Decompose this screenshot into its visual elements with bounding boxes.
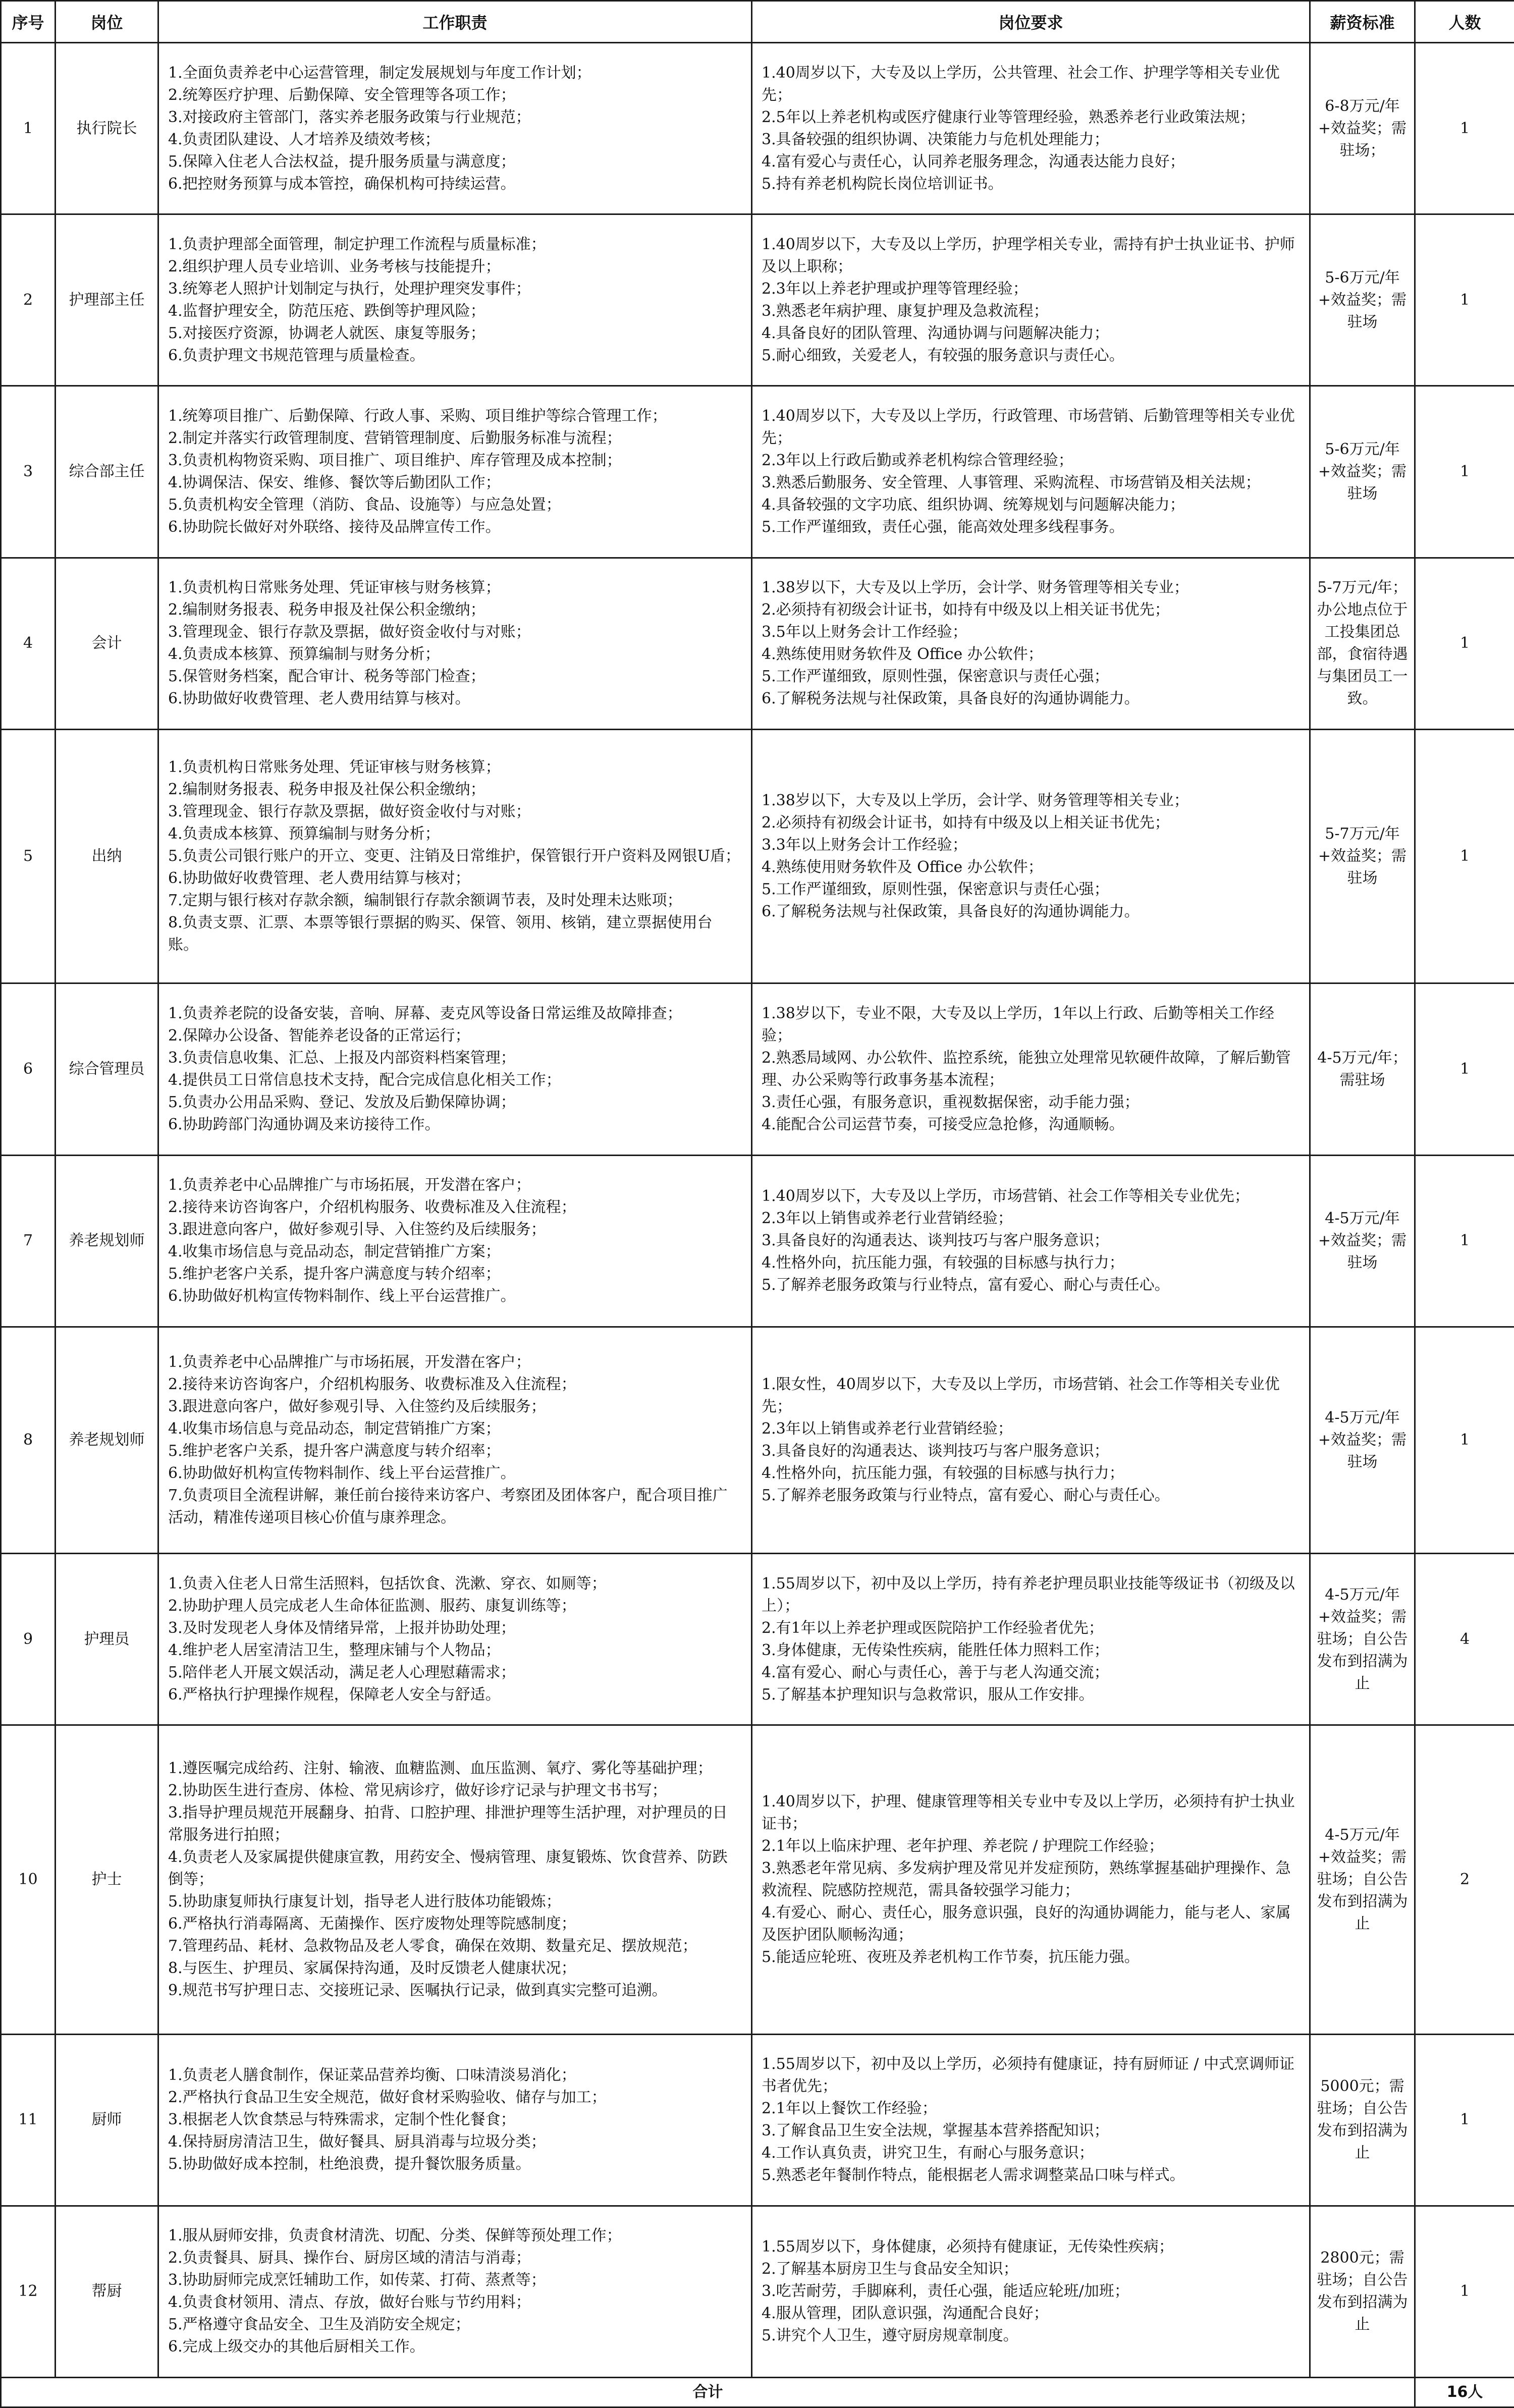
requirement-item: 3.3年以上财务会计工作经验； [762,836,967,854]
requirement-item: 4.熟练使用财务软件及 Office 办公软件； [762,858,1043,877]
requirement-item: 1.38岁以下，专业不限，大专及以上学历，1年以上行政、后勤等相关工作经验； [762,1005,1274,1045]
requirement-item: 5.持有养老机构院长岗位培训证书。 [762,175,1003,193]
headcount-cell: 1 [1415,386,1514,558]
salary-cell: 6-8万元/年+效益奖；需驻场； [1310,43,1415,214]
row-number: 9 [1,1553,56,1725]
table-row [1,1553,1514,1725]
duties-cell [158,983,752,1155]
requirement-item: 5.耐心细致，关爱老人，有较强的服务意识与责任心。 [762,346,1124,364]
requirement-item: 5.工作严谨细致，责任心强，能高效处理多线程事务。 [762,518,1124,536]
header-no: 序号 [1,1,56,43]
requirement-item: 5.了解养老服务政策与行业特点，富有爱心、耐心与责任心。 [762,1276,1170,1294]
duty-item: 2.协助护理人员完成老人生命体征监测、服药、康复训练等； [168,1597,576,1615]
salary-cell: 2800元；需驻场；自公告发布到招满为止 [1310,2206,1415,2377]
requirement-item: 6.了解税务法规与社保政策，具备良好的沟通协调能力。 [762,690,1140,708]
duty-item: 3.对接政府主管部门，落实养老服务政策与行业规范； [168,108,531,126]
requirement-item: 3.具备良好的沟通表达、谈判技巧与客户服务意识； [762,1232,1109,1250]
duty-item: 4.协调保洁、保安、维修、餐饮等后勤团队工作； [168,474,501,492]
requirement-item: 2.熟悉局域网、办公软件、监控系统，能独立处理常见软硬件故障，了解后勤管理、办公采购等行政事务基本流程； [762,1049,1291,1089]
headcount-cell: 1 [1415,2206,1514,2377]
requirement-item: 2.3年以上销售或养老行业营销经验； [762,1419,1013,1438]
duty-item: 1.遵医嘱完成给药、注射、输液、血糖监测、血压监测、氧疗、雾化等基础护理； [168,1759,713,1777]
duty-item: 2.负责餐具、厨具、操作台、厨房区域的清洁与消毒； [168,2249,531,2267]
total-value: 16人 [1415,2378,1514,2407]
duty-item: 5.保管财务档案，配合审计、税务等部门检查； [168,668,485,686]
row-number: 10 [1,1725,56,2034]
duty-item: 4.收集市场信息与竞品动态，制定营销推广方案； [168,1243,501,1261]
requirement-item: 3.熟悉老年病护理、康复护理及急救流程； [762,302,1049,320]
requirement-item: 4.具备较强的文字功底、组织协调、统筹规划与问题解决能力； [762,496,1185,514]
headcount-cell: 2 [1415,1725,1514,2034]
duties-cell [158,558,752,729]
row-number: 5 [1,729,56,983]
duty-item: 3.统筹老人照护计划制定与执行，处理护理突发事件； [168,280,531,298]
requirements-cell [752,386,1310,558]
requirement-item: 3.身体健康，无传染性疾病，能胜任体力照料工作； [762,1641,1109,1659]
requirement-item: 2.3年以上行政后勤或养老机构综合管理经验； [762,452,1073,470]
row-number: 8 [1,1327,56,1553]
duty-item: 4.负责团队建设、人才培养及绩效考核； [168,130,440,148]
requirement-item: 2.5年以上养老机构或医疗健康行业等管理经验，熟悉养老行业政策法规； [762,108,1255,126]
requirement-item: 1.40周岁以下，大专及以上学历，行政管理、市场营销、后勤管理等相关专业优先； [762,407,1295,448]
duty-item: 1.负责养老中心品牌推广与市场拓展，开发潜在客户； [168,1176,531,1194]
requirement-item: 2.1年以上临床护理、老年护理、养老院 / 护理院工作经验； [762,1837,1164,1855]
duty-item: 8.与医生、护理员、家属保持沟通，及时反馈老人健康状况； [168,1959,576,1977]
requirements-cell [752,983,1310,1155]
requirement-item: 2.1年以上餐饮工作经验； [762,2100,937,2118]
duty-item: 6.把控财务预算与成本管控，确保机构可持续运营。 [168,175,516,193]
duty-item: 5.负责办公用品采购、登记、发放及后勤保障协调； [168,1093,516,1111]
table-header-row [1,1,1514,43]
requirement-item: 4.能配合公司运营节奏，可接受应急抢修，沟通顺畅。 [762,1116,1124,1133]
requirement-item: 5.能适应轮班、夜班及养老机构工作节奏，抗压能力强。 [762,1948,1140,1966]
position-name: 护士 [56,1725,158,2034]
requirement-item: 5.熟悉老年餐制作特点，能根据老人需求调整菜品口味与样式。 [762,2166,1185,2184]
requirement-item: 5.工作严谨细致，原则性强，保密意识与责任心强； [762,668,1109,686]
position-name: 帮厨 [56,2206,158,2377]
table-body [1,43,1514,2378]
table-row [1,2034,1514,2206]
total-label: 合计 [1,2378,1415,2407]
requirement-item: 3.吃苦耐劳，手脚麻利，责任心强，能适应轮班/加班； [762,2282,1129,2301]
header-count: 人数 [1415,1,1514,43]
duty-item: 4.负责成本核算、预算编制与财务分析； [168,825,440,843]
table-row [1,2206,1514,2377]
duty-item: 6.协助做好收费管理、老人费用结算与核对。 [168,690,470,708]
salary-cell: 5-6万元/年+效益奖；需驻场 [1310,386,1415,558]
duty-item: 4.保持厨房清洁卫生，做好餐具、厨具消毒与垃圾分类； [168,2133,546,2151]
duty-item: 5.严格遵守食品安全、卫生及消防安全规定； [168,2316,470,2334]
duties-cell [158,2206,752,2377]
requirement-item: 3.具备良好的沟通表达、谈判技巧与客户服务意识； [762,1442,1109,1460]
duty-item: 1.负责机构日常账务处理、凭证审核与财务核算； [168,758,501,777]
requirement-item: 2.了解基本厨房卫生与食品安全知识； [762,2260,1018,2278]
row-number: 4 [1,558,56,729]
headcount-cell: 1 [1415,729,1514,983]
position-name: 护理部主任 [56,214,158,386]
duty-item: 1.负责护理部全面管理，制定护理工作流程与质量标准； [168,235,546,253]
position-name: 综合管理员 [56,983,158,1155]
requirement-item: 3.了解食品卫生安全法规，掌握基本营养搭配知识； [762,2122,1109,2140]
duty-item: 6.协助做好机构宣传物料制作、线上平台运营推广。 [168,1464,516,1482]
salary-cell: 5000元；需驻场；自公告发布到招满为止 [1310,2034,1415,2206]
duty-item: 3.管理现金、银行存款及票据，做好资金收付与对账； [168,803,531,821]
table-row [1,43,1514,214]
requirements-cell [752,1725,1310,2034]
position-name: 会计 [56,558,158,729]
position-name: 厨师 [56,2034,158,2206]
duty-item: 2.协助医生进行查房、体检、常见病诊疗，做好诊疗记录与护理文书书写； [168,1781,667,1799]
requirement-item: 2.必须持有初级会计证书，如持有中级及以上相关证书优先； [762,601,1170,619]
position-name: 执行院长 [56,43,158,214]
duties-cell [158,386,752,558]
duty-item: 6.严格执行护理操作规程，保障老人安全与舒适。 [168,1685,501,1704]
requirement-item: 3.具备较强的组织协调、决策能力与危机处理能力； [762,130,1109,148]
row-number: 2 [1,214,56,386]
requirement-item: 4.性格外向，抗压能力强，有较强的目标感与执行力； [762,1254,1124,1272]
duties-cell [158,1725,752,2034]
duty-item: 3.负责机构物资采购、项目推广、项目维护、库存管理及成本控制； [168,452,622,470]
requirement-item: 1.40周岁以下，大专及以上学历，公共管理、社会工作、护理学等相关专业优先； [762,64,1280,104]
duties-cell [158,1155,752,1327]
row-number: 11 [1,2034,56,2206]
duties-cell [158,214,752,386]
duty-item: 3.协助厨师完成烹饪辅助工作，如传菜、打荷、蒸煮等； [168,2271,546,2289]
requirement-item: 4.富有爱心与责任心，认同养老服务理念，沟通表达能力良好； [762,152,1185,171]
requirement-item: 5.工作严谨细致，原则性强，保密意识与责任心强； [762,881,1109,899]
duty-item: 7.定期与银行核对存款余额，编制银行存款余额调节表，及时处理未达账项； [168,892,682,910]
duty-item: 3.跟进意向客户，做好参观引导、入住签约及后续服务； [168,1397,546,1415]
duty-item: 1.负责入住老人日常生活照料，包括饮食、洗漱、穿衣、如厕等； [168,1574,607,1593]
duty-item: 4.负责成本核算、预算编制与财务分析； [168,645,440,664]
duties-cell [158,43,752,214]
duty-item: 1.负责机构日常账务处理、凭证审核与财务核算； [168,579,501,597]
requirement-item: 4.具备良好的团队管理、沟通协调与问题解决能力； [762,324,1109,342]
requirement-item: 3.责任心强，有服务意识，重视数据保密，动手能力强； [762,1093,1140,1111]
salary-cell: 4-5万元/年；需驻场 [1310,983,1415,1155]
table-row [1,214,1514,386]
requirement-item: 3.5年以上财务会计工作经验； [762,623,967,641]
duty-item: 5.维护老客户关系，提升客户满意度与转介绍率； [168,1442,501,1460]
salary-cell: 5-6万元/年+效益奖；需驻场 [1310,214,1415,386]
salary-cell: 4-5万元/年+效益奖；需驻场 [1310,1155,1415,1327]
requirement-item: 3.熟悉后勤服务、安全管理、人事管理、采购流程、市场营销及相关法规； [762,474,1261,492]
duty-item: 5.负责公司银行账户的开立、变更、注销及日常维护，保管银行开户资料及网银U盾； [168,847,740,865]
duty-item: 3.指导护理员规范开展翻身、拍背、口腔护理、排泄护理等生活护理，对护理员的日常服务进行拍照； [168,1803,728,1844]
table-row [1,558,1514,729]
duty-item: 3.负责信息收集、汇总、上报及内部资料档案管理； [168,1049,516,1067]
duties-cell [158,729,752,983]
duty-item: 2.编制财务报表、税务申报及社保公积金缴纳； [168,601,485,619]
table-row [1,1725,1514,2034]
table-row [1,729,1514,983]
requirement-item: 1.55周岁以下，初中及以上学历，必须持有健康证，持有厨师证 / 中式烹调师证书者优先； [762,2055,1294,2096]
requirement-item: 4.服从管理，团队意识强，沟通配合良好； [762,2305,1049,2323]
duties-cell [158,1553,752,1725]
headcount-cell: 1 [1415,983,1514,1155]
requirements-cell [752,729,1310,983]
salary-cell: 5-7万元/年+效益奖；需驻场 [1310,729,1415,983]
duty-item: 6.协助做好机构宣传物料制作、线上平台运营推广。 [168,1287,516,1305]
requirement-item: 1.40周岁以下，大专及以上学历，护理学相关专业，需持有护士执业证书、护师及以上职称； [762,235,1295,276]
requirement-item: 1.55周岁以下，初中及以上学历，持有养老护理员职业技能等级证书（初级及以上）； [762,1574,1295,1615]
duty-item: 1.全面负责养老中心运营管理，制定发展规划与年度工作计划； [168,64,591,82]
headcount-cell: 1 [1415,214,1514,386]
position-name: 综合部主任 [56,386,158,558]
requirement-item: 4.性格外向，抗压能力强，有较强的目标感与执行力； [762,1464,1124,1482]
duty-item: 2.制定并落实行政管理制度、营销管理制度、后勤服务标准与流程； [168,429,622,448]
requirement-item: 1.40周岁以下，大专及以上学历，市场营销、社会工作等相关专业优先； [762,1187,1250,1206]
duty-item: 2.编制财务报表、税务申报及社保公积金缴纳； [168,781,485,799]
duty-item: 9.规范书写护理日志、交接班记录、医嘱执行记录，做到真实完整可追溯。 [168,1981,667,1999]
duties-cell [158,2034,752,2206]
requirements-cell [752,1155,1310,1327]
requirement-item: 4.熟练使用财务软件及 Office 办公软件； [762,645,1043,664]
requirement-item: 4.工作认真负责，讲究卫生，有耐心与服务意识； [762,2144,1094,2162]
duty-item: 8.负责支票、汇票、本票等银行票据的购买、保管、领用、核销，建立票据使用台账。 [168,914,713,954]
duty-item: 5.协助做好成本控制，杜绝浪费，提升餐饮服务质量。 [168,2155,531,2173]
duty-item: 4.监督护理安全，防范压疮、跌倒等护理风险； [168,302,485,320]
duty-item: 3.管理现金、银行存款及票据，做好资金收付与对账； [168,623,531,641]
duty-item: 6.负责护理文书规范管理与质量检查。 [168,346,425,364]
duty-item: 6.协助做好收费管理、老人费用结算与核对； [168,869,470,888]
duty-item: 6.完成上级交办的其他后厨相关工作。 [168,2338,425,2356]
requirement-item: 2.3年以上养老护理或护理等管理经验； [762,280,1028,298]
requirement-item: 4.富有爱心、耐心与责任心，善于与老人沟通交流； [762,1663,1109,1681]
position-name: 护理员 [56,1553,158,1725]
duty-item: 2.保障办公设备、智能养老设备的正常运行； [168,1027,470,1045]
duty-item: 2.组织护理人员专业培训、业务考核与技能提升； [168,257,501,276]
duty-item: 2.统筹医疗护理、后勤保障、安全管理等各项工作； [168,86,516,104]
requirements-cell [752,43,1310,214]
salary-cell: 4-5万元/年+效益奖；需驻场；自公告发布到招满为止 [1310,1725,1415,2034]
requirements-cell [752,2034,1310,2206]
requirement-item: 1.40周岁以下，护理、健康管理等相关专业中专及以上学历，必须持有护士执业证书； [762,1792,1295,1833]
duty-item: 4.提供员工日常信息技术支持，配合完成信息化相关工作； [168,1071,561,1089]
headcount-cell: 1 [1415,2034,1514,2206]
salary-cell: 4-5万元/年+效益奖；需驻场 [1310,1327,1415,1553]
headcount-cell: 4 [1415,1553,1514,1725]
duty-item: 1.负责老人膳食制作，保证菜品营养均衡、口味清淡易消化； [168,2066,576,2085]
row-number: 1 [1,43,56,214]
requirement-item: 4.有爱心、耐心、责任心，服务意识强，良好的沟通协调能力，能与老人、家属及医护团队顺畅沟通； [762,1903,1291,1944]
requirement-item: 2.3年以上销售或养老行业营销经验； [762,1210,1013,1228]
requirement-item: 2.有1年以上养老护理或医院陪护工作经验者优先； [762,1619,1104,1637]
row-number: 12 [1,2206,56,2377]
duty-item: 3.跟进意向客户，做好参观引导、入住签约及后续服务； [168,1221,546,1239]
duty-item: 1.负责养老院的设备安装，音响、屏幕、麦克风等设备日常运维及故障排查； [168,1005,682,1022]
row-number: 7 [1,1155,56,1327]
requirement-item: 1.限女性，40周岁以下，大专及以上学历，市场营销、社会工作等相关专业优先； [762,1375,1280,1415]
duty-item: 1.服从厨师安排，负责食材清洗、切配、分类、保鲜等预处理工作； [168,2227,622,2245]
header-position: 岗位 [56,1,158,43]
salary-cell: 4-5万元/年+效益奖；需驻场；自公告发布到招满为止 [1310,1553,1415,1725]
duty-item: 5.对接医疗资源，协调老人就医、康复等服务； [168,324,485,342]
duty-item: 2.接待来访咨询客户，介绍机构服务、收费标准及入住流程； [168,1198,576,1217]
duty-item: 5.协助康复师执行康复计划，指导老人进行肢体功能锻炼； [168,1892,561,1910]
requirement-item: 5.了解基本护理知识与急救常识，服从工作安排。 [762,1685,1094,1704]
duties-cell [158,1327,752,1553]
headcount-cell: 1 [1415,1327,1514,1553]
headcount-cell: 1 [1415,558,1514,729]
position-name: 养老规划师 [56,1155,158,1327]
requirements-cell [752,1327,1310,1553]
duty-item: 1.统筹项目推广、后勤保障、行政人事、采购、项目维护等综合管理工作； [168,407,667,425]
requirement-item: 2.必须持有初级会计证书，如持有中级及以上相关证书优先； [762,814,1170,832]
duty-item: 5.陪伴老人开展文娱活动，满足老人心理慰藉需求； [168,1663,516,1681]
requirement-item: 5.了解养老服务政策与行业特点，富有爱心、耐心与责任心。 [762,1486,1170,1504]
duty-item: 7.管理药品、耗材、急救物品及老人零食，确保在效期、数量充足、摆放规范； [168,1937,697,1955]
requirements-cell [752,2206,1310,2377]
duty-item: 4.维护老人居室清洁卫生，整理床铺与个人物品； [168,1641,501,1659]
duty-item: 4.收集市场信息与竞品动态，制定营销推广方案； [168,1419,501,1438]
requirement-item: 1.38岁以下，大专及以上学历，会计学、财务管理等相关专业； [762,579,1189,597]
requirement-item: 1.38岁以下，大专及以上学历，会计学、财务管理等相关专业； [762,792,1189,810]
duty-item: 5.保障入住老人合法权益，提升服务质量与满意度； [168,152,516,171]
duty-item: 5.维护老客户关系，提升客户满意度与转介绍率； [168,1265,501,1283]
requirement-item: 6.了解税务法规与社保政策，具备良好的沟通协调能力。 [762,903,1140,921]
header-duties: 工作职责 [158,1,752,43]
row-number: 6 [1,983,56,1155]
duty-item: 2.接待来访咨询客户，介绍机构服务、收费标准及入住流程； [168,1375,576,1393]
requirements-cell [752,1553,1310,1725]
duty-item: 3.根据老人饮食禁忌与特殊需求，定制个性化餐食； [168,2111,516,2129]
requirement-item: 5.讲究个人卫生，遵守厨房规章制度。 [762,2327,1018,2345]
table-row [1,983,1514,1155]
duty-item: 5.负责机构安全管理（消防、食品、设施等）与应急处置； [168,496,561,514]
header-requirements: 岗位要求 [752,1,1310,43]
requirements-cell [752,558,1310,729]
duty-item: 7.负责项目全流程讲解，兼任前台接待来访客户、考察团及团体客户，配合项目推广活动，精准传递项目核心价值与康养理念。 [168,1486,728,1526]
duty-item: 3.及时发现老人身体及情绪异常，上报并协助处理； [168,1619,516,1637]
duty-item: 4.负责食材领用、清点、存放，做好台账与节约用料； [168,2293,531,2312]
duty-item: 1.负责养老中心品牌推广与市场拓展，开发潜在客户； [168,1353,531,1371]
position-name: 出纳 [56,729,158,983]
table-row [1,386,1514,558]
headcount-cell: 1 [1415,1155,1514,1327]
requirement-item: 1.55周岁以下，身体健康，必须持有健康证，无传染性疾病； [762,2238,1174,2256]
duty-item: 6.严格执行消毒隔离、无菌操作、医疗废物处理等院感制度； [168,1914,576,1933]
table-row [1,1155,1514,1327]
requirement-item: 3.熟悉老年常见病、多发病护理及常见并发症预防，熟练掌握基础护理操作、急救流程、院感防控规范，需具备较强学习能力； [762,1859,1291,1899]
requirements-cell [752,214,1310,386]
salary-cell: 5-7万元/年；办公地点位于工投集团总部，食宿待遇与集团员工一致。 [1310,558,1415,729]
duty-item: 2.严格执行食品卫生安全规范，做好食材采购验收、储存与加工； [168,2089,607,2107]
row-number: 3 [1,386,56,558]
table-row [1,1327,1514,1553]
duty-item: 6.协助院长做好对外联络、接待及品牌宣传工作。 [168,518,501,536]
header-salary: 薪资标准 [1310,1,1415,43]
headcount-cell: 1 [1415,43,1514,214]
position-name: 养老规划师 [56,1327,158,1553]
duty-item: 6.协助跨部门沟通协调及来访接待工作。 [168,1116,440,1133]
total-row [1,2378,1514,2407]
duty-item: 4.负责老人及家属提供健康宣教，用药安全、慢病管理、康复锻炼、饮食营养、防跌倒等； [168,1848,728,1888]
